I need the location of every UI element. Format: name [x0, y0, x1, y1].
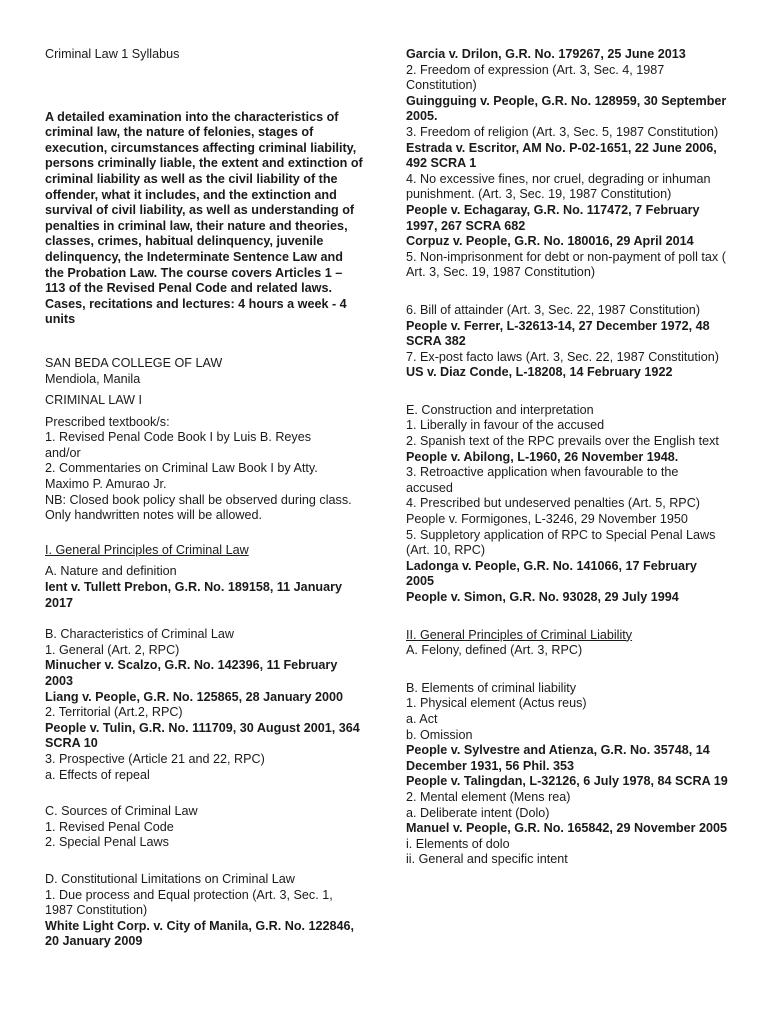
list-item: 2. Mental element (Mens rea): [406, 789, 571, 804]
section-heading-2: II. General Principles of Criminal Liability: [406, 627, 633, 642]
section-heading-1: I. General Principles of Criminal Law: [45, 542, 249, 557]
subsection-c: C. Sources of Criminal Law: [45, 804, 198, 819]
list-item: 5. Suppletory application of RPC to Special Penal Laws (Art. 10, RPC): [406, 527, 716, 558]
list-item: 3. Prospective (Article 21 and 22, RPC): [45, 751, 265, 766]
case-citation: People v. Ferrer, L-32613-14, 27 December 1972, 48 SCRA 382: [406, 318, 710, 349]
case-citation: People v. Echagaray, G.R. No. 117472, 7 February 1997, 267 SCRA 682: [406, 202, 700, 233]
list-item: 6. Bill of attainder (Art. 3, Sec. 22, 1987 Constitution): [406, 302, 701, 317]
course-name: CRIMINAL LAW I: [45, 393, 143, 408]
case-citation: US v. Diaz Conde, L-18208, 14 February 1922: [406, 365, 673, 380]
syllabus-title: Criminal Law 1 Syllabus: [45, 47, 180, 61]
list-item: 1. Due process and Equal protection (Art. 3, Sec. 1, 1987 Constitution): [45, 887, 333, 918]
case-citation: Estrada v. Escritor, AM No. P-02-1651, 22 June 2006, 492 SCRA 1: [406, 140, 717, 171]
case-citation: Liang v. People, G.R. No. 125865, 28 January 2000: [45, 689, 343, 704]
case-citation: Garcia v. Drilon, G.R. No. 179267, 25 June 2013: [406, 47, 686, 61]
subsection-e: E. Construction and interpretation: [406, 402, 594, 417]
list-item: 1. Liberally in favour of the accused: [406, 418, 605, 433]
school-location: Mendiola, Manila: [45, 371, 141, 386]
case-citation: People v. Formigones, L-3246, 29 November 1950: [406, 512, 688, 527]
list-item: 1. Physical element (Actus reus): [406, 696, 587, 711]
list-item: a. Deliberate intent (Dolo): [406, 805, 550, 820]
list-item: 1. Revised Penal Code: [45, 819, 174, 834]
list-item: ii. General and specific intent: [406, 852, 568, 867]
case-citation: Minucher v. Scalzo, G.R. No. 142396, 11 February 2003: [45, 658, 338, 688]
textbook-2: 2. Commentaries on Criminal Law Book I by Atty. Maximo P. Amurao Jr.: [45, 461, 318, 492]
case-citation: People v. Simon, G.R. No. 93028, 29 July 1994: [406, 590, 679, 604]
subsection-ii-b: B. Elements of criminal liability: [406, 680, 577, 695]
list-item: 7. Ex-post facto laws (Art. 3, Sec. 22, 1987 Constitution): [406, 349, 719, 364]
case-citation: White Light Corp. v. City of Manila, G.R. No. 122846, 20 January 2009: [45, 918, 355, 949]
textbook-1: 1. Revised Penal Code Book I by Luis B. Reyes: [45, 430, 312, 445]
case-citation: People v. Tulin, G.R. No. 111709, 30 August 2001, 364 SCRA 10: [45, 720, 360, 751]
course-description: A detailed examination into the characteristics of criminal law, the nature of felonies, stages of execution, circumstances affecting criminal liability, persons criminally liable, the extent and extinction of criminal liability as well as the civil liability of the offender, what it includes, and the extinction and survival of civil liability, as well as understanding of penalties in criminal law, their nature and theories, classes, crimes, habitual delinquency, juvenile delinquency, the Indeterminate Sentence Law and the Probation Law. The course covers Articles 1 – 113 of the Revised Penal Code and related laws. Cases, recitations and lectures: 4 hours a week - 4 units: [45, 109, 363, 327]
subsection-d: D. Constitutional Limitations on Criminal Law: [45, 871, 295, 886]
list-item: 4. Prescribed but undeserved penalties (Art. 5, RPC): [406, 496, 700, 511]
list-item: 1. General (Art. 2, RPC): [45, 642, 180, 657]
list-item: 2. Special Penal Laws: [45, 835, 169, 850]
case-citation: Corpuz v. People, G.R. No. 180016, 29 April 2014: [406, 234, 694, 249]
list-item: a. Effects of repeal: [45, 767, 150, 782]
case-citation: People v. Sylvestre and Atienza, G.R. No. 35748, 14 December 1931, 56 Phil. 353: [406, 743, 710, 773]
closed-book-note: NB: Closed book policy shall be observed during class. Only handwritten notes will be allowed.: [45, 492, 352, 523]
list-item: 2. Territorial (Art.2, RPC): [45, 705, 183, 720]
textbooks-label: Prescribed textbook/s:: [45, 414, 170, 429]
list-item: 2. Spanish text of the RPC prevails over the English text: [406, 434, 719, 449]
textbook-andor: and/or: [45, 445, 81, 460]
school-name: SAN BEDA COLLEGE OF LAW: [45, 355, 223, 370]
case-citation: Ladonga v. People, G.R. No. 141066, 17 February 2005: [406, 558, 697, 589]
subsection-b: B. Characteristics of Criminal Law: [45, 627, 234, 642]
list-item: i. Elements of dolo: [406, 836, 510, 851]
list-item: 5. Non-imprisonment for debt or non-payment of poll tax ( Art. 3, Sec. 19, 1987 Constitution): [406, 249, 726, 280]
list-item: b. Omission: [406, 727, 473, 742]
case-citation: People v. Talingdan, L-32126, 6 July 1978, 84 SCRA 19: [406, 774, 728, 789]
subsection-ii-a: A. Felony, defined (Art. 3, RPC): [406, 643, 583, 658]
case-citation: Manuel v. People, G.R. No. 165842, 29 November 2005: [406, 821, 728, 836]
left-column: [45, 0, 363, 950]
list-item: 4. No excessive fines, nor cruel, degrading or inhuman punishment. (Art. 3, Sec. 19, 1987 Constitution): [406, 171, 711, 202]
case-citation: Guingguing v. People, G.R. No. 128959, 30 September 2005.: [406, 93, 727, 124]
case-citation: People v. Abilong, L-1960, 26 November 1948.: [406, 449, 679, 464]
list-item: 3. Retroactive application when favourable to the accused: [406, 465, 679, 495]
list-item: 2. Freedom of expression (Art. 3, Sec. 4, 1987 Constitution): [406, 62, 665, 93]
list-item: 3. Freedom of religion (Art. 3, Sec. 5, 1987 Constitution): [406, 124, 719, 139]
list-item: a. Act: [406, 711, 438, 726]
case-citation: Ient v. Tullett Prebon, G.R. No. 189158, 11 January 2017: [45, 580, 342, 610]
subsection-a: A. Nature and definition: [45, 564, 177, 579]
right-column: [406, 0, 728, 868]
